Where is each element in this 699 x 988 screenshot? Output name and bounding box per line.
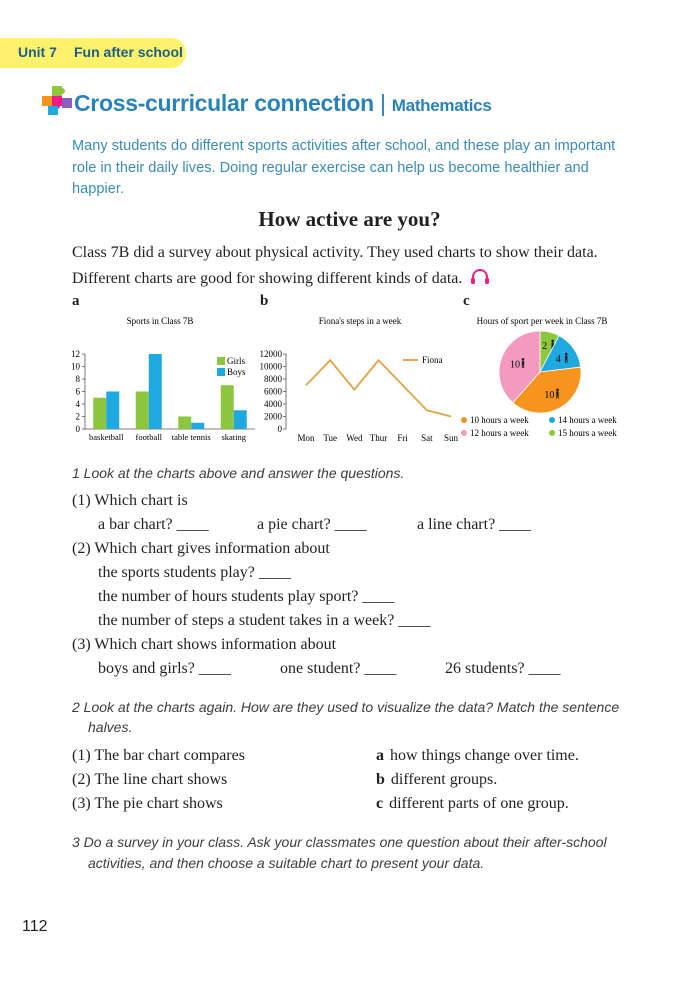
line-y-tick-label: 2000: [264, 411, 282, 422]
bar-legend-swatch: [217, 368, 225, 376]
bar-boys: [191, 423, 204, 429]
page-heading: How active are you?: [258, 207, 441, 231]
q2-left-1: (1) The bar chart compares: [72, 747, 245, 764]
pie-chart-title: Hours of sport per week in Class 7B: [476, 316, 608, 326]
pie-chart-hours: [455, 310, 645, 450]
bar-girls: [93, 398, 106, 429]
bar-x-tick-label: table tennis: [171, 432, 211, 442]
q2-right-2-letter: b: [376, 771, 385, 788]
line-x-tick-label: Sat: [421, 433, 433, 443]
line-y-tick-label: 10000: [259, 361, 282, 372]
body-line-2-text: Different charts are good for showing different kinds of data.: [72, 270, 463, 287]
bar-girls: [178, 417, 191, 430]
pie-legend-swatch: [549, 430, 555, 436]
q2-right-3-letter: c: [376, 795, 384, 812]
bar-boys: [106, 392, 119, 430]
line-x-tick-label: Sun: [443, 433, 459, 443]
line-x-tick-label: Mon: [297, 433, 315, 443]
q1-part2: (2) Which chart gives information about: [72, 540, 330, 557]
bar-boys: [234, 410, 247, 429]
bar-x-tick-label: skating: [221, 432, 247, 442]
q1-part3-c: 26 students? ____: [445, 660, 561, 677]
q1-instruction: 1 Look at the charts above and answer the questions.: [72, 465, 405, 481]
pie-slice-label: 2: [542, 340, 548, 352]
bar-y-tick-label: 6: [75, 386, 80, 397]
bar-y-tick-label: 10: [71, 361, 80, 372]
q3-instruction-2: activities, and then choose a suitable chart to present your data.: [88, 855, 485, 871]
q2-right-1: [376, 747, 579, 765]
line-y-tick-label: 12000: [259, 349, 282, 359]
unit-number: Unit 7: [18, 44, 57, 60]
line-x-tick-label: Fri: [397, 433, 408, 443]
section-subject: Mathematics: [391, 96, 492, 115]
chart-c-letter: c: [463, 293, 470, 309]
pie-slice-label: 4: [555, 354, 561, 366]
q2-right-1-letter: a: [376, 747, 384, 764]
bar-chart-title: Sports in Class 7B: [126, 316, 194, 326]
line-x-tick-label: Thur: [369, 433, 388, 443]
pie-legend-swatch: [461, 417, 467, 423]
q1-part1-b: a pie chart? ____: [257, 516, 367, 533]
q2-instruction-1: 2 Look at the charts again. How are they used to visualize the data? Match the sentence: [72, 699, 620, 715]
q1-part2-b: the number of hours students play sport? ____: [98, 588, 395, 605]
pie-legend-label: 10 hours a week: [470, 415, 529, 425]
line-chart-title: Fiona's steps in a week: [318, 316, 402, 326]
q2-instruction-2: halves.: [88, 719, 133, 735]
bar-y-tick-label: 4: [75, 399, 80, 409]
line-legend-label: Fiona: [422, 355, 443, 365]
page-number: 112: [22, 918, 48, 935]
unit-title: Fun after school: [74, 44, 183, 60]
line-y-tick-label: 0: [277, 424, 282, 434]
q2-left-2: (2) The line chart shows: [72, 771, 228, 788]
bar-x-tick-label: basketball: [89, 432, 124, 442]
line-y-tick-label: 4000: [264, 399, 282, 409]
q1-part2-a: the sports students play? ____: [98, 564, 291, 581]
pie-legend-label: 12 hours a week: [470, 428, 529, 438]
q1-part1-c: a line chart? ____: [417, 516, 532, 533]
bar-legend-label: Boys: [227, 367, 246, 377]
bar-y-tick-label: 12: [71, 349, 80, 359]
line-x-tick-label: Tue: [323, 433, 338, 443]
bar-girls: [221, 385, 234, 429]
q2-left-3: (3) The pie chart shows: [72, 795, 223, 812]
bar-legend-label: Girls: [227, 356, 245, 366]
chart-a-letter: a: [72, 293, 80, 309]
q2-right-1-text: how things change over time.: [390, 747, 579, 764]
q1-part2-c: the number of steps a student takes in a week? ____: [98, 612, 431, 629]
q2-right-3: [376, 795, 569, 813]
pie-legend-label: 15 hours a week: [558, 428, 617, 438]
audio-headphones-icon[interactable]: [470, 269, 490, 285]
line-series-fiona: [306, 360, 451, 416]
bar-y-tick-label: 8: [75, 374, 80, 384]
pie-legend-label: 14 hours a week: [558, 415, 617, 425]
bar-x-tick-label: football: [135, 432, 162, 442]
line-y-tick-label: 8000: [264, 374, 282, 384]
bar-y-tick-label: 2: [75, 411, 80, 422]
bar-girls: [136, 392, 149, 430]
line-x-tick-label: Wed: [346, 433, 363, 443]
pie-legend-swatch: [549, 417, 555, 423]
q2-right-3-text: different parts of one group.: [389, 795, 569, 812]
q2-right-2-text: different groups.: [390, 771, 498, 788]
q1-part3-a: boys and girls? ____: [98, 660, 231, 677]
pie-slice-label: 10: [544, 389, 555, 401]
pie-slice-label: 10: [509, 359, 520, 371]
bar-chart-sports: [60, 310, 260, 450]
body-line-1: Class 7B did a survey about physical activity. They used charts to show their data.: [72, 244, 598, 261]
q1-part1-a: a bar chart? ____: [98, 516, 209, 533]
q1-part3-b: one student? ____: [280, 660, 397, 677]
line-chart-steps: [255, 310, 460, 450]
unit-tab: [0, 38, 186, 68]
q2-right-2: [376, 771, 497, 789]
section-title-text: Cross-curricular connection: [74, 90, 374, 116]
section-title: [74, 90, 491, 117]
q1-part3: (3) Which chart shows information about: [72, 636, 337, 653]
bar-y-tick-label: 0: [75, 424, 80, 434]
pie-legend-swatch: [461, 430, 467, 436]
q3-instruction-1: 3 Do a survey in your class. Ask your classmates one question about their after-school: [72, 834, 607, 850]
line-y-tick-label: 6000: [264, 386, 282, 397]
bar-boys: [149, 354, 162, 429]
chart-b-letter: b: [260, 293, 269, 309]
puzzle-icon: [40, 84, 74, 116]
bar-legend-swatch: [217, 357, 225, 365]
body-line-2: [72, 269, 490, 288]
section-separator: |: [380, 90, 386, 116]
q1-part1: (1) Which chart is: [72, 492, 188, 509]
intro-paragraph: Many students do different sports activities after school, and these play an important role in their daily lives. Doing regular exercise can help us become healthier and happier.: [72, 138, 616, 197]
